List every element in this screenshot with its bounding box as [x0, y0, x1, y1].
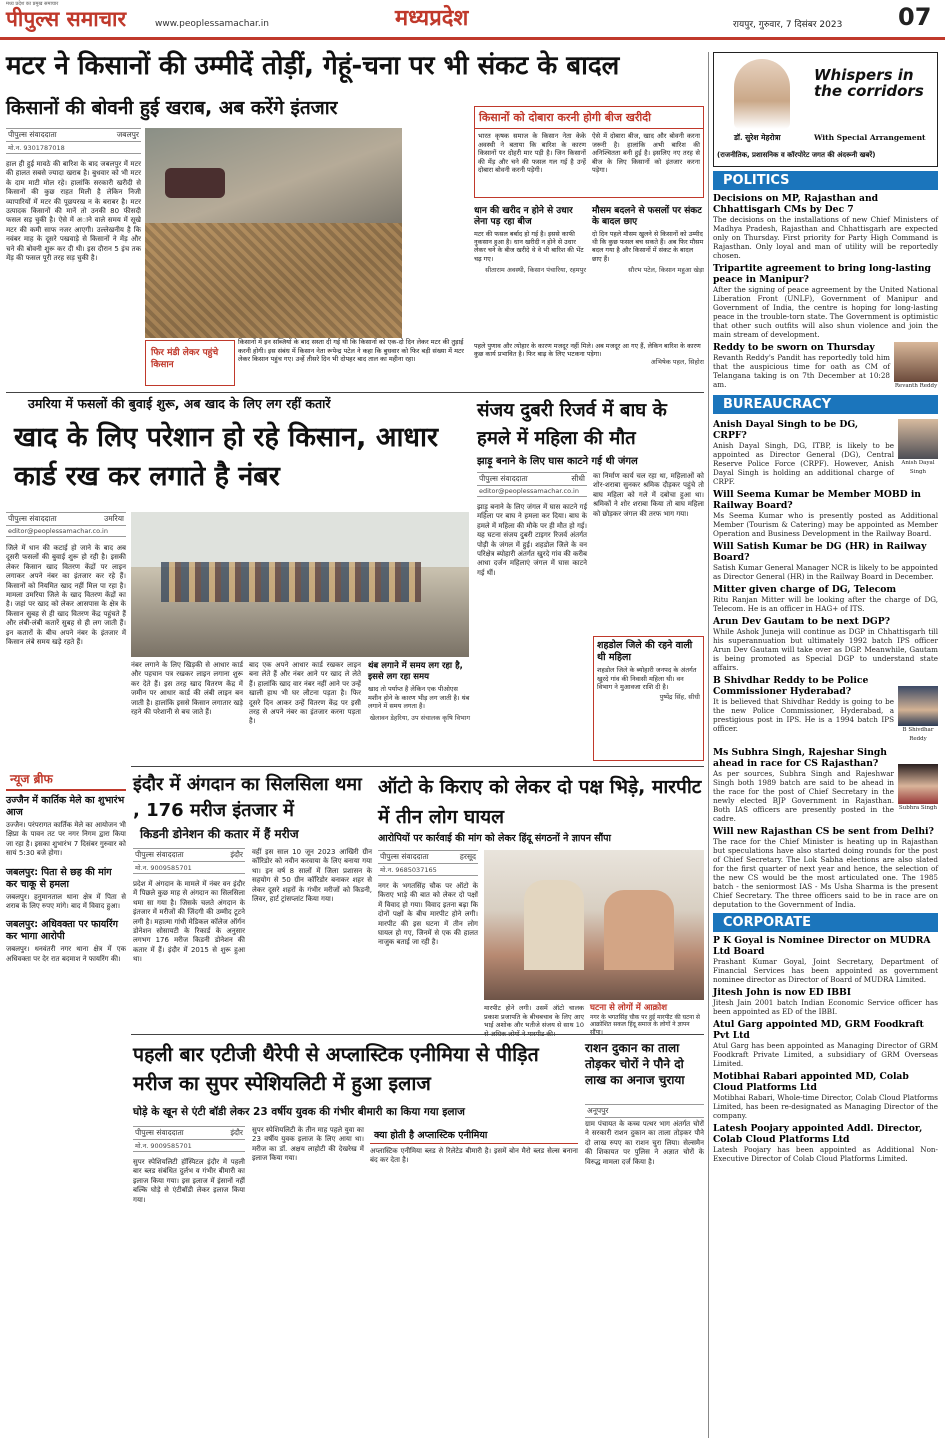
b2-head: Will Seema Kumar be Member MOBD in Railway Board?: [713, 489, 921, 511]
news-brief: [6, 768, 126, 1438]
c2-head: Jitesh John is now ED IBBI: [713, 987, 852, 998]
byline-place: उमरिया: [104, 514, 124, 523]
fert-col3: बाद एक अपने आधार कार्ड रखकर लाइन बना लेते हैं और नंबर आने पर खाद ले लेते हैं। हालांकि खाद वार नंबर नहीं आने पर उन्हें खाली हाथ भी घर लौटना पड़ता है। फिर दूसरे दिन आकर उन्हें वितरण केंद्र पर इसी तरह से अपने नंबर का इंतजार करना पड़ता है।: [249, 661, 361, 726]
anemia-box: [370, 1126, 578, 1438]
quote-2-sign: सौरभ पटेल, किसान महुआ खेड़ा: [628, 265, 704, 274]
reddy-photo: [894, 342, 938, 382]
whispers-header: [713, 52, 938, 167]
auto-col2: मारपीट होने लगी। उसमें ऑटो चालक प्रकाश प्रजापति के बीचबचाव के लिए आए भाई अशोक और भतीजे संजय से साथ 10 से अधिक लोगों ने मारपीट की।: [484, 1004, 584, 1038]
quote-1-sign: सीताराम अवस्थी, किसान पंचारिया, रहमपुर: [485, 265, 586, 274]
brief-1-title: उज्जैन में कार्तिक मेले का शुभारंभ आज: [6, 795, 125, 818]
fert-photo: [131, 512, 469, 657]
fert-headline: खाद के लिए परेशान हो रहे किसान, आधार कार्ड रख कर लगाते है नंबर: [14, 422, 439, 492]
auto-box-title: घटना से लोगों में आक्रोश: [590, 1003, 668, 1013]
tiger-col2: का निर्माण कार्य चल रहा था, महिलाओं को शोर-शराबा सुनकर श्रमिक दौड़कर पहुंचे तो बाघ महिला को गले में दबोचा हुआ था। श्रमिकों ने शोर शराबा किया तो बाघ महिला को छोड़कर जंगल की तरफ भाग गया।: [593, 472, 704, 518]
b3-text: Satish Kumar General Manager NCR is likely to be appointed as Director General (HR) in the Railway Board in December.: [713, 563, 938, 581]
p3-head: Reddy to be sworn on Thursday: [713, 342, 875, 353]
section-bureaucracy: BUREAUCRACY: [713, 395, 938, 414]
b4-text: Ritu Ranjan Mitter will be looking after the charge of DG, Telecom. He is an officer in HAG+ of ITS.: [713, 595, 938, 613]
anemia-col2: सुपर स्पेशियलिटी के तीन माह पहले युवा का 23 वर्षीय युवक इलाज के लिए आया था। मरीज का डॉ. अक्षय लाहोटी की देखरेख में इलाज किया गया।: [252, 1126, 364, 1163]
anemia-box-text: अप्लास्टिक एनीमिया ब्लड से रिलेटेड बीमारी है। इसमें बोन मैरो ब्लड सेल्स बनाना बंद कर देता है।: [370, 1147, 578, 1165]
auto-col1: नगर के भगतसिंह चौक पर ऑटो के किराए भाड़े की बात को लेकर दो पक्षों में विवाद हो गया। विवाद इतना बढ़ा कि दोनों पक्षों के बीच मारपीट होने लगी। मारपीट की इस घटना में तीन लोग घायल हो गए, जिनमें से एक की हालत नाजुक बताई जा रही है।: [378, 882, 478, 947]
fert-side: [368, 661, 470, 761]
fert-side-title: थंब लगाने में समय लग रहा है, इससे लग रहा समय: [368, 661, 463, 682]
byline-mobile: मो.न. 9009585701: [133, 862, 245, 874]
c5-text: Latesh Poojary has been appointed as Additional Non-Executive Director of Colab Cloud Platforms Limited.: [713, 1145, 938, 1163]
subhra-photo: [898, 764, 938, 804]
auto-box: [590, 1003, 704, 1036]
auto-subhead: आरोपियों पर कार्रवाई की मांग को लेकर हिंदू संगठनों ने ज्ञापन सौंपा: [378, 833, 612, 844]
tiger-box-title: शहडोल जिले की रहने वाली थी महिला: [597, 640, 693, 663]
quote-2-title: मौसम बदलने से फसलों पर संकट के बादल छाए: [592, 206, 702, 227]
subhra-name: Subhra Singh: [898, 805, 938, 811]
b7-text: As per sources, Subhra Singh and Rajeshwar Singh both 1989 batch are said to be ahead in the race for the post of Chief Secretary in the newly elected BJP Government in Rajasthan. Both IAS officers are presently posted in the cadre.: [713, 769, 894, 823]
c3-text: Atul Garg has been appointed as Managing Director of GRM Foodkraft Private Limited, a subsidiary of GRM Overseas Limited.: [713, 1041, 938, 1068]
lead-photo: [145, 128, 402, 338]
quote-2-text: दो दिन पहले मौसम खुलने से किसानों को उम्मीद थी कि कुछ फसल बच सकते हैं। अब फिर मौसम बदल गया है और किसानों में संकट के बादल छाए हैं।: [592, 230, 704, 263]
lead-box-col1: भारत कृषक समाज के किसान नेता केके अवस्थी ने बताया कि बारिश के कारण किसानों पर दोहरी मार पड़ी है। जिन किसानों की मेंड़ और चने की फसल गल गई है उन्हें दोबारा बोवनी करनी पड़ेगी।: [478, 132, 586, 174]
tiger-col1: झाड़ू बनाने के लिए जंगल में घास काटने गई महिला पर बाघ ने हमला कर दिया। बाघ के हमले में महिला की मौके पर ही मौत हो गई। यह घटना संजय दुबरी टाइगर रिजर्व अंतर्गत पोड़ी के जंगल में हुई। शहडोल जिले के वन परिक्षेत्र ब्योहारी अंतर्गत खुरदे गांव की करीब आधा दर्जन महिलाएं जंगल में घास काटने गई थीं।: [477, 503, 587, 577]
b8-head: Will new Rajasthan CS be sent from Delhi?: [713, 826, 934, 837]
news-brief-title: न्यूज ब्रीफ: [6, 768, 126, 791]
byline-email[interactable]: editor@peoplessamachar.co.in: [477, 486, 587, 497]
column-author: डॉ. सुरेश मेहरोत्रा: [734, 133, 781, 142]
indore-col1: प्रदेश में अंगदान के मामले में नंबर वन इंदौर में पिछले कुछ माह से अंगदान का सिलसिला थमा सा गया है। जिसके चलते अंगदान के इंतजार में मरीजों की जिंदगी की उम्मीद टूटने लगी है। महात्मा गांधी मेडिकल कॉलेज ऑर्गन डोनेशन सोसायटी के रिकार्ड के अनुसार लगभग 176 मरीज किडनी डोनेशन की कतार में हैं। इंदौर में 2015 से शुरू हुआ था।: [133, 880, 245, 964]
divider: [6, 392, 704, 393]
byline-place: इंदौर: [230, 850, 243, 859]
divider: [131, 766, 704, 767]
c1-text: Prashant Kumar Goyal, Joint Secretary, Department of Financial Services has been appointed as government nominee director as Director of Board of MUDRA Limited.: [713, 957, 938, 984]
p1-text: The decisions on the installations of new Chief Ministers of Madhya Pradesh, Rajasthan and Chhattisgarh are expected only on Thursday. First priority for Party High Command is Rajasthan. Only loyal and man of utility will be reportedly chosen.: [713, 215, 938, 260]
lead-tail: पहले पुणाव और त्योहार के कारण मजदूर नहीं मिले। अब मजदूर आ गए हैं, लेकिन बारिश के कारण कुछ कार्य प्रभावित है। फिर बाढ़ के लिए भटकना पड़ेगा। अभिषेक पहल, सिहोरा: [474, 342, 704, 367]
dateline: रायपुर, गुरुवार, 7 दिसंबर 2023: [733, 20, 843, 30]
anish-name: Anish Dayal Singh: [901, 460, 935, 475]
b5-head: Arun Dev Gautam to be next DGP?: [713, 616, 891, 627]
tiger-subhead: झाड़ू बनाने के लिए घास काटने गई थी जंगल: [477, 456, 638, 467]
fert-kicker: उमरिया में फसलों की बुवाई शुरू, अब खाद के लिए लग रहीं कतारें: [28, 396, 331, 411]
byline-place: अनूपपुर: [587, 1106, 609, 1115]
reddy-name: Revanth Reddy: [894, 383, 938, 389]
b7-head: Ms Subhra Singh, Rajeshar Singh ahead in race for CS Rajasthan?: [713, 747, 887, 769]
brief-3-text: जबलपुर। धनवंतरी नगर थाना क्षेत्र में एक अधिवक्ता पर देर रात बदमाश ने फायरिंग की।: [6, 945, 126, 963]
ration-headline: राशन दुकान का ताला तोड़कर चोरों ने पौने दो लाख का अनाज चुराया: [585, 1041, 685, 1087]
c4-text: Motibhai Rabari, Whole-time Director, Colab Cloud Platforms Limited, has been re-designated as Managing Director of the company.: [713, 1093, 938, 1120]
byline-name: पीपुल्स संवाददाता: [380, 852, 429, 861]
masthead-website[interactable]: www.peoplessamachar.in: [155, 19, 269, 29]
byline-place: सीधी: [571, 474, 585, 483]
fert-byline: [6, 512, 126, 537]
b4-head: Mitter given charge of DG, Telecom: [713, 584, 897, 595]
auto-headline: ऑटो के किराए को लेकर दो पक्ष भिड़े, मारपीट में तीन लोग घायल: [378, 776, 702, 828]
column-tagline: (राजनीतिक, प्रशासनिक व कॉरपोरेट जगत की अंदरूनी खबरें): [717, 151, 876, 159]
indore-subhead: किडनी डोनेशन की कतार में हैं मरीज: [140, 827, 299, 841]
b2-text: Ms Seema Kumar who is presently posted as Additional Member (Tourism & Catering) may be appointed as Member Operation and Business Development in the Railway Board.: [713, 511, 938, 538]
brief-3-title: जबलपुर: अधिवक्ता पर फायरिंग कर भागा आरोपी: [6, 919, 118, 943]
anemia-byline: [133, 1126, 245, 1152]
lead-byline: [6, 128, 141, 154]
b1-text: Anish Dayal Singh, DG, ITBP, is likely to be appointed as Director General (DG), Central Reserve Police Force (CRPF). However, Anish Dayal Singh is holding an additional charge of CRPF.: [713, 441, 894, 486]
anish-photo: [898, 419, 938, 459]
masthead-logo-tag: मध्य प्रदेश का प्रमुख समाचार: [6, 1, 59, 7]
c1-head: P K Goyal is Nominee Director on MUDRA Ltd Board: [713, 935, 931, 957]
byline-name: पीपुल्स संवाददाता: [8, 130, 57, 139]
ration-byline: [585, 1104, 704, 1118]
tiger-headline: संजय दुबरी रिजर्व में बाघ के हमले में महिला की मौत: [477, 400, 667, 449]
lead-quote-2: [592, 206, 704, 340]
lead-box-col2: ऐसे में दोबारा बीज, खाद और बोवनी करना जरूरी है। हालांकि अभी बारिश की अनिश्चितता बनी हुई है। इसलिए नए तरह से बीज के लिए किसानों को इंतजार करना पड़ेगा।: [592, 132, 700, 174]
p1-head: Decisions on MP, Rajasthan and Chhattisgarh CMs by Dec 7: [713, 193, 879, 215]
c2-text: Jitesh Jain 2001 batch Indian Economic Service officer has been appointed as ED of the IBBI.: [713, 998, 938, 1016]
auto-byline: [378, 850, 478, 876]
indore-byline: [133, 848, 245, 874]
lead-tail-sign: अभिषेक पहल, सिहोरा: [650, 358, 704, 367]
brief-2-title: जबलपुर: पिता से छह की मांग कर चाकू से हमला: [6, 866, 112, 890]
fert-body: जिले में धान की कटाई हो जाने के बाद अब दूसरी फसलों की बुवाई शुरू हो रही है। इसकी लेकर किसान खाद वितरण केंद्रों पर लाइन लगाकर अपने नंबर का इंतजार कर रहे हैं। किसानों को नियमित खाद नहीं मिल पा रहा है। मामला उमरिया जिले के खाद वितरण केंद्रों का है। जहां पर खाद को लेकर आसपास के क्षेत्र के किसान सुबह से ही खाद वितरण केंद्र पहुंचते हैं और लंबी-लंबी कतारें सुबह से ही लग जाती हैं। इन कतारों के बीच अपने नंबर के इंतजार में किसान लंबे समय खड़े रहते हैं।: [6, 544, 126, 647]
lead-body: हाल ही हुई मावठे की बारिश के बाद जबलपुर में मटर की हालत सबसे ज्यादा खराब है। बुधवार को भी मटर के दाम माटी मोल रहे। हालांकि सरकारी खरीदी से किसानों की कुछ राहत मिली है लेकिन निजी व्यापारियों में मटर की पूछपरख न के बराबर है। मटर उत्पादक किसानों की मानें तो उनकी 80 फीसदी फसल सड़ चुकी है। ऐसे में अाने वाले समय में सूखे मटर की कमी साफ नजर आएगी। उल्लेखनीय है कि नवंबर माह के दूसरे पखवाड़े से किसानों ने मेंड़ और चने की बोवनी शुरू कर दी थी। इस दौरान 5 इंच तक मेंड़ की फसल पूरी तरह सड़ चुकी है।: [6, 160, 141, 263]
p2-text: After the signing of peace agreement by the United National Liberation Front (UNLF), Government of Manipur and Government of India, the centre is hoping for long-lasting peace in the trouble-torn state. The Government is optimistic that other such outfits will also shun violence and join the main stream of development.: [713, 285, 938, 339]
b6-text: It is believed that Shivdhar Reddy is going to be the new Police Commissioner, Hyderabad, a prestigious post in IPS. He is a 1994 batch IPS officer.: [713, 697, 894, 733]
byline-mobile: मो.न. 9301787018: [6, 142, 141, 154]
p3-text: Revanth Reddy's Pandit has reportedly told him that the auspicious time for oath as CM of Telangana taking is on 7th December at 10:28 am.: [713, 353, 890, 389]
tiger-box-text: शहडोल जिले के ब्योहारी जनपद के अंतर्गत खुरदे गांव की निवासी महिला थी। वन विभाग ने मुआवजा राशि दी है।: [597, 666, 697, 691]
indore-headline: इंदौर में अंगदान का सिलसिला थमा , 176 मरीज इंतजार में: [133, 774, 362, 821]
ration-body: ग्राम पंचायत के कच्च पत्थर भाग अंतर्गत चोरों ने सरकारी राशन दुकान का ताला तोड़कर पौने दो लाख रुपए का राशन चुरा लिया। सेल्समैन की शिकायत पर पुलिस ने अज्ञात चोरों के विरुद्ध मामला दर्ज किया है।: [585, 1120, 704, 1166]
lead-subhead: किसानों की बोवनी हुई खराब, अब करेंगे इंतजार: [6, 97, 338, 119]
author-photo: [734, 59, 790, 129]
right-column: [708, 52, 938, 1438]
photo-caption-tag: फिर मंडी लेकर पहुंचे किसान: [145, 340, 235, 386]
tiger-box-sign: पुष्पेंद्र सिंह, सीधी: [659, 692, 700, 701]
section-title: मध्यप्रदेश: [395, 6, 469, 31]
lead-quote-1: [474, 206, 586, 340]
anemia-col1: सुपर स्पेशियलिटी हॉस्पिटल इंदौर में पहली बार ब्लड संबंधित दुर्लभ व गंभीर बीमारी का इलाज किया गया। इस इलाज में इंसानों नहीं बल्कि घोड़े से एंटीबॉडी लेकर इलाज किया गया।: [133, 1158, 245, 1204]
indore-col2: वहीं इस साल 10 जून 2023 आखिरी ग्रीन कॉरिडोर को नवीन करवाया के लिए बनाया गया था। इन वर्ष 8 सालों में जिला प्रशासन के सहयोग से 50 ग्रीन कॉरिडोर बनाकर शहर से लेकर दूसरे शहरों के गंभीर मरीजों को किडनी, लिवर, हार्ट ट्रांसप्लांट किया गया।: [252, 848, 372, 904]
divider: [131, 1034, 704, 1035]
b1-head: Anish Dayal Singh to be DG, CRPF?: [713, 419, 859, 441]
auto-box-text: नगर के भगतसिंह चौक पर हुई मारपीट की घटना से आक्रोशित सकल हिंदू समाज के लोगों ने ज्ञापन सौंपा।: [590, 1013, 700, 1036]
photo-caption: किसानों में इन सब्जियों के बाद सस्ता दी गई थी कि किसानों को एक-दो दिन लेकर मटर की तुड़ाई करनी होगी। इस संबंध में किसान नेता रूपेन्द्र पटेल ने कहा कि बुधवार को फिर बड़ी संख्या में मटर लेकर किसान पहुंच गए। उन्हें तीसरे दिन भी दोपहर बाद ताल का महीना रहा।: [238, 338, 464, 363]
b3-head: Will Satish Kumar be DG (HR) in Railway Board?: [713, 541, 927, 563]
byline-name: पीपुल्स संवाददाता: [135, 1128, 184, 1137]
tiger-byline: [477, 472, 587, 497]
fert-col2: नंबर लगाने के लिए खिड़की से आधार कार्ड और पहचान पत्र रखकर लाइन लगाना शुरू कर देते हैं। इस तरह खाद वितरण केंद्र में जमीन पर आधार कार्ड की लंबी लाइन बन जाती है। हालांकि इससे किसान लगातार खड़े रहने की परेशानी से बच जाते हैं।: [131, 661, 243, 717]
brief-1-text: उज्जैन। परंपरागत कार्तिक मेले का आयोजन भी क्षिप्रा के पावन तट पर नगर निगम द्वारा किया जा रहा है। इसका शुभारंभ 7 दिसंबर गुरुवार को सायं 5:30 बजे होगा।: [6, 821, 126, 858]
masthead-logo: पीपुल्स समाचार: [6, 7, 127, 31]
byline-mobile: मो.न. 9685037165: [378, 864, 478, 876]
shivdhar-name: B Shivdhar Reddy: [902, 727, 934, 742]
lead-box-title: किसानों को दोबारा करनी होगी बीज खरीदी: [475, 107, 703, 129]
lead-box: [474, 106, 704, 198]
byline-place: जबलपुर: [116, 130, 139, 139]
column-title: Whispers in the corridors: [814, 66, 924, 100]
byline-place: इंदौर: [230, 1128, 243, 1137]
c3-head: Atul Garg appointed MD, GRM Foodkraft Pvt Ltd: [713, 1019, 924, 1041]
column-arrangement: With Special Arrangement: [814, 133, 926, 142]
c5-head: Latesh Poojary appointed Addl. Director, Colab Cloud Platforms Ltd: [713, 1123, 923, 1145]
byline-name: पीपुल्स संवाददाता: [8, 514, 57, 523]
byline-place: हरसूद: [459, 852, 476, 861]
anemia-subhead: घोड़े के खून से एंटी बॉडी लेकर 23 वर्षीय युवक की गंभीर बीमारी का किया गया इलाज: [133, 1106, 465, 1118]
c4-head: Motibhai Rabari appointed MD, Colab Cloud Platforms Ltd: [713, 1071, 909, 1093]
anemia-box-title: क्या होती है अप्लास्टिक एनीमिया: [370, 1126, 578, 1144]
section-politics: POLITICS: [713, 171, 938, 190]
byline-mobile: मो.न. 9009585701: [133, 1140, 245, 1152]
byline-email[interactable]: editor@peoplessamachar.co.in: [6, 526, 126, 537]
b8-text: The race for the Chief Minister is heating up in Rajasthan but speculations have also started doing rounds for the post of Chief Secretary. The Lok Sabha elections are also slated for the first quarter of next year and hence, the selection of the new CS would be the most articulated one. The 1985 batch - the seniormost IAS - Ms Usha Sharma is the present Chief Secretary. The three officers said to be in race are on deputation to the Government of India.: [713, 837, 938, 909]
byline-name: पीपुल्स संवाददाता: [479, 474, 528, 483]
anemia-headline: पहली बार एटीजी थैरेपी से अप्लास्टिक एनीमिया से पीड़ित मरीज का सुपर स्पेशियलिटी में हुआ इलाज: [133, 1043, 539, 1095]
b6-head: B Shivdhar Reddy to be Police Commissioner Hyderabad?: [713, 675, 869, 697]
section-corporate: CORPORATE: [713, 913, 938, 932]
fert-side-text: खाद तो पर्याप्त है लेकिन एक पीओएस मशीन होने के कारण भीड़ लग जाती है। थंब लगाने में समय लगता है।: [368, 685, 470, 710]
fert-side-sign: खेलावन डेहरिया, उप संचालक कृषि विभाग: [369, 713, 470, 722]
brief-2-text: जबलपुर। हनुमानताल थाना क्षेत्र में पिता से शराब के लिए रुपए मांगे। बाद में विवाद हुआ।: [6, 892, 126, 911]
lead-headline: मटर ने किसानों की उम्मीदें तोड़ीं, गेहूं-चना पर भी संकट के बादल: [6, 51, 620, 81]
auto-photo: [484, 850, 704, 1000]
shivdhar-photo: [898, 686, 938, 726]
page-number: 07: [898, 3, 932, 31]
byline-name: पीपुल्स संवाददाता: [135, 850, 184, 859]
tiger-box: [593, 636, 704, 761]
p2-head: Tripartite agreement to bring long-lasting peace in Manipur?: [713, 263, 931, 285]
b5-text: While Ashok Juneja will continue as DGP in Chhattisgarh till his superannuation but ultimately 1992 batch IPS officer Arun Dev Gautam will take over as DGP. Meanwhile, Gautam is being promoted as Special DGP to understand state affairs.: [713, 627, 938, 672]
quote-1-text: मटर की फसल बर्बाद हो गई है। इससे काफी नुकसान हुआ है। धान खरीदी न होने से उधार लेकर चने के बीज खरीदे थे वे भी बारिश की भेंट चढ़ गए।: [474, 230, 584, 263]
quote-1-title: धान की खरीद न होने से उधार लेना पड़ रहा बीज: [474, 206, 573, 227]
masthead: [0, 0, 945, 40]
